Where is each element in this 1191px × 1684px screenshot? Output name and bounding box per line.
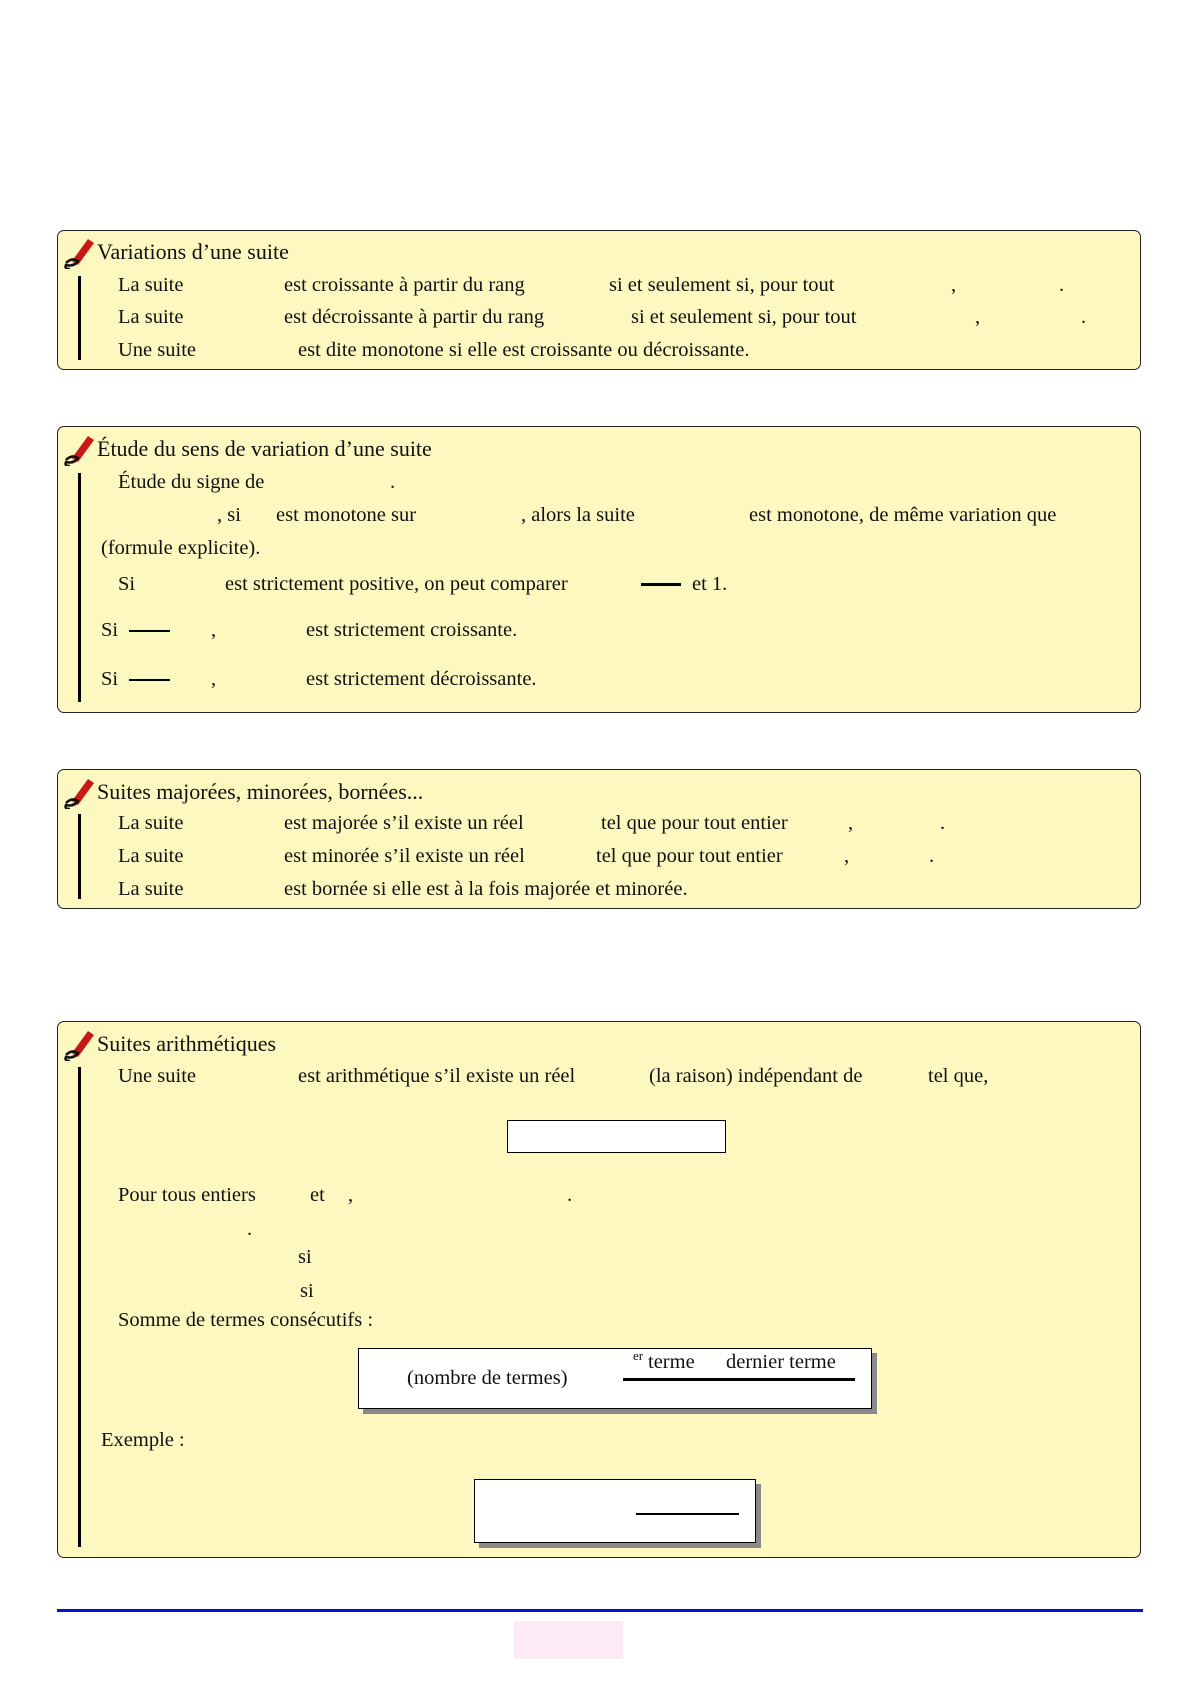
fraction-bar xyxy=(129,679,170,681)
pencil-icon xyxy=(62,775,96,809)
text: La suite xyxy=(118,306,184,328)
text: est monotone sur xyxy=(276,504,417,526)
text: Pour tous entiers xyxy=(118,1184,256,1206)
text: dernier terme xyxy=(726,1351,836,1373)
text: est monotone, de même variation que xyxy=(749,504,1057,526)
text: est arithmétique s’il existe un réel xyxy=(298,1065,576,1087)
text: est croissante à partir du rang xyxy=(284,274,525,296)
text: est bornée si elle est à la fois majorée et minorée. xyxy=(284,878,688,900)
vertical-rule xyxy=(78,814,81,899)
text: est majorée s’il existe un réel xyxy=(284,812,524,834)
text: Étude du signe de xyxy=(118,471,265,493)
text: . xyxy=(940,812,946,834)
text: est strictement positive, on peut comparer xyxy=(225,573,568,595)
fraction-bar xyxy=(623,1378,855,1381)
text: Si xyxy=(118,573,136,595)
text: La suite xyxy=(118,812,184,834)
text: er xyxy=(633,1348,644,1363)
text: tel que pour tout entier xyxy=(601,812,788,834)
box-title: Variations d’une suite xyxy=(97,239,289,264)
text: , xyxy=(844,845,850,867)
text: La suite xyxy=(118,878,184,900)
text: La suite xyxy=(118,845,184,867)
text: , xyxy=(211,619,217,641)
example-frame xyxy=(474,1479,756,1543)
text: est décroissante à partir du rang xyxy=(284,306,545,328)
text: est strictement croissante. xyxy=(306,619,518,641)
text: et xyxy=(310,1184,325,1206)
text: tel que pour tout entier xyxy=(596,845,783,867)
text: Exemple : xyxy=(101,1429,185,1451)
text: si et seulement si, pour tout xyxy=(631,306,857,328)
text: (la raison) indépendant de xyxy=(649,1065,863,1087)
text: , xyxy=(848,812,854,834)
text: , xyxy=(951,274,957,296)
text: (nombre de termes) xyxy=(407,1367,568,1389)
vertical-rule xyxy=(78,473,81,702)
pencil-icon xyxy=(62,432,96,466)
text: , si xyxy=(217,504,241,526)
vertical-rule xyxy=(78,276,81,360)
fraction-bar xyxy=(641,583,681,586)
text: Somme de termes consécutifs : xyxy=(118,1309,374,1331)
definition-box-arithmetiques xyxy=(57,1021,1141,1558)
text: . xyxy=(390,471,396,493)
text: terme xyxy=(648,1351,695,1373)
text: si xyxy=(298,1246,312,1268)
pencil-icon xyxy=(62,1027,96,1061)
box-title: Étude du sens de variation d’une suite xyxy=(97,436,432,461)
text: , xyxy=(211,668,217,690)
text: , xyxy=(975,306,981,328)
text: tel que, xyxy=(928,1065,989,1087)
text: si et seulement si, pour tout xyxy=(609,274,835,296)
text: Si xyxy=(101,668,119,690)
formula-frame xyxy=(507,1120,726,1153)
box-title: Suites majorées, minorées, bornées... xyxy=(97,779,424,804)
text: . xyxy=(929,845,935,867)
footer-rule xyxy=(57,1609,1143,1612)
text: est strictement décroissante. xyxy=(306,668,537,690)
text: La suite xyxy=(118,274,184,296)
text: Une suite xyxy=(118,339,196,361)
text: . xyxy=(567,1184,573,1206)
text: Si xyxy=(101,619,119,641)
text: et 1. xyxy=(692,573,728,595)
pencil-icon xyxy=(62,235,96,269)
box-title: Suites arithmétiques xyxy=(97,1031,277,1056)
vertical-rule xyxy=(78,1067,81,1547)
text: , xyxy=(348,1184,354,1206)
page-number-tag xyxy=(514,1621,623,1659)
text: est dite monotone si elle est croissante ou décroissante. xyxy=(298,339,750,361)
text: . xyxy=(1081,306,1087,328)
text: . xyxy=(1059,274,1065,296)
fraction-bar xyxy=(636,1513,739,1515)
text: , alors la suite xyxy=(521,504,635,526)
text: (formule explicite). xyxy=(101,537,261,559)
text: Une suite xyxy=(118,1065,196,1087)
text: si xyxy=(300,1280,314,1302)
text: . xyxy=(247,1218,253,1240)
text: est minorée s’il existe un réel xyxy=(284,845,525,867)
fraction-bar xyxy=(129,630,170,632)
